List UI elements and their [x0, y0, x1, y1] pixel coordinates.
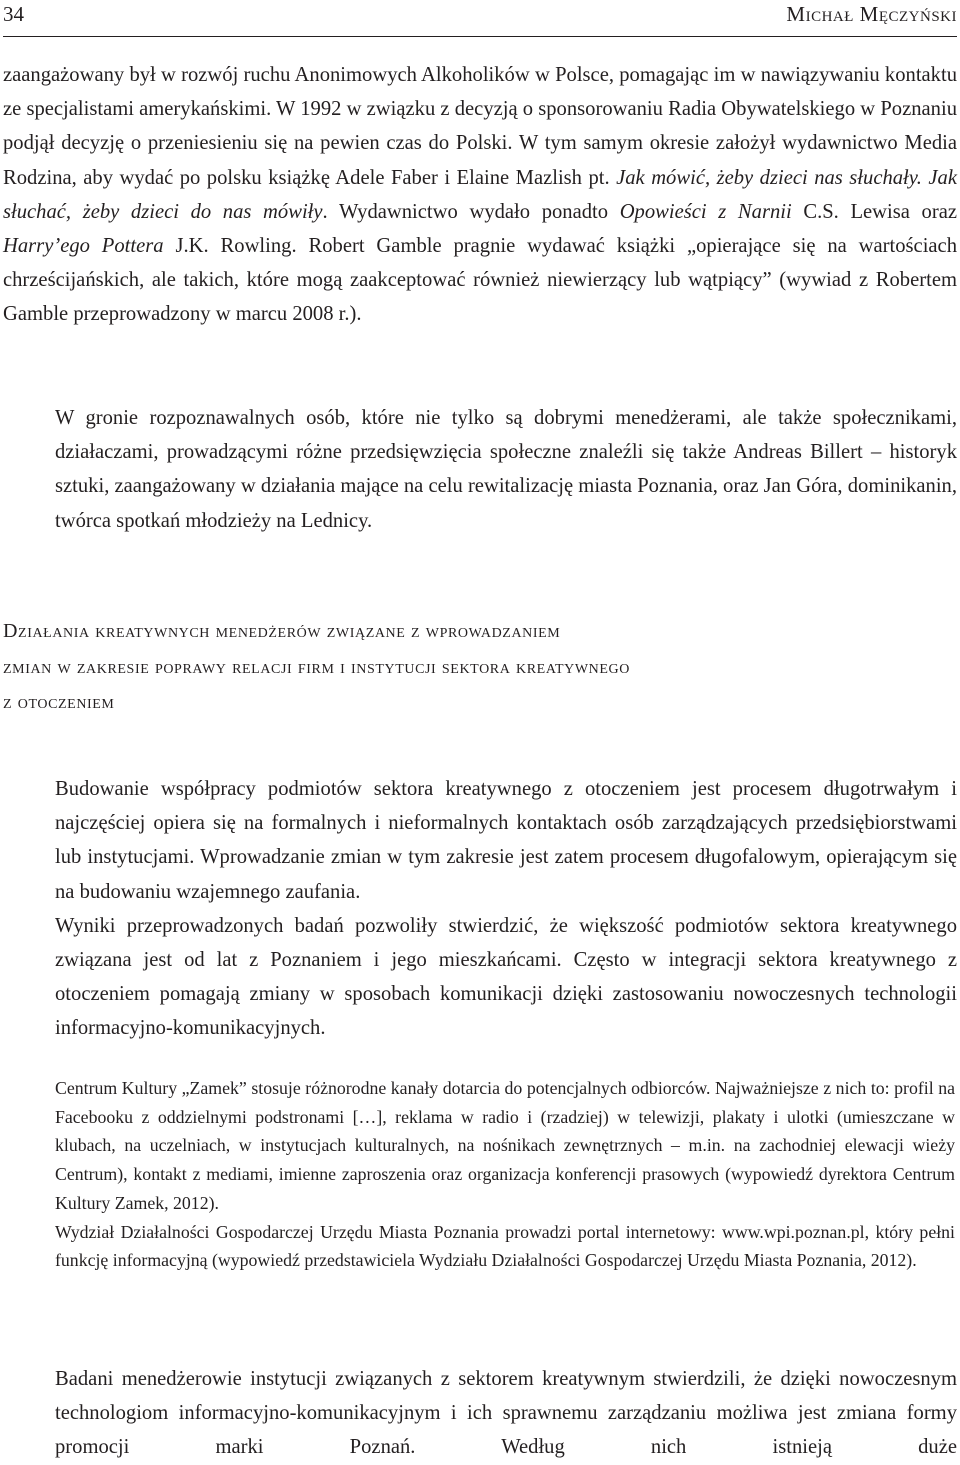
book-title-italic: Opowieści z Narnii: [619, 200, 792, 223]
paragraph-text: C.S. Lewisa oraz: [791, 200, 957, 223]
page-number: 34: [3, 2, 24, 26]
quote-zamek: Centrum Kultury „Zamek” stosuje różnorodne kanały dotarcia do potencjalnych odbiorców. Najważniejsze z nich to: profil na Facebooku z oddzielnymi podstronami […], reklama w radio i (rzadziej) w telewizji, plakaty i ulotki (umieszczane w klubach, na uczelniach, w instytucjach kulturalnych, na nośnikach zewnętrznych – m.in. na zachodniej elewacji wieży Centrum), kontakt z mediami, imienne zaproszenia oraz organizacja konferencji prasowych (wypowiedź dyrektora Centrum Kultury Zamek, 2012).: [55, 1078, 955, 1213]
section-heading-line: zmian w zakresie poprawy relacji firm i instytucji sektora kreatywnego: [3, 655, 630, 678]
paragraph-text: zaangażowany był w rozwój ruchu Anonimowych Alkoholików w Polsce, pomagając im w nawiązywaniu kontaktu ze specjalistami amerykańskimi. W 1992 w związku z decyzją o sponsorowaniu Radia Obywatelskiego w Poznaniu podjął decyzję o przeniesieniu się na pewien czas do Polski. W tym samym okresie założył wydawnictwo Media Rodzina, aby wydać po polsku książkę Adele Faber i Elaine Mazlish pt.: [3, 64, 957, 189]
quote-wydzial: Wydział Działalności Gospodarczej Urzędu Miasta Poznania prowadzi portal internetowy: www.wpi.poznan.pl, który pełni funkcję informacyjną (wypowiedź przedstawiciela Wydziału Działalności Gospodarczej Urzędu Miasta Poznania, 2012).: [55, 1221, 955, 1271]
section-heading-line: z otoczeniem: [3, 691, 115, 713]
paragraph-text: . Wydawnictwo wydało ponadto: [322, 200, 620, 223]
paragraph-known-persons: [3, 401, 957, 538]
paragraph-text: Badani menedżerowie instytucji związanych z sektorem kreatywnym stwierdzili, że dzięki nowoczesnym technologiom informacyjno-komunikacyjnym i ich sprawnemu zarządzaniu możliwa jest zmiana formy promocji marki Poznań. Według nich istnieją duże: [55, 1368, 957, 1459]
paragraph-text: J.K. Rowling. Robert Gamble pragnie wydawać książki „opierające się na wartościach chrześcijańskich, ale takich, które mogą zaakceptować również niewierzący lub wątpiący” (wywiad z Robertem Gamble przeprowadzony w marcu 2008 r.).: [3, 235, 957, 326]
book-title-italic: Harry’ego Pottera: [3, 235, 164, 258]
section-heading: [3, 614, 957, 721]
paragraph-text: Wyniki przeprowadzonych badań pozwoliły stwierdzić, że większość podmiotów sektora kreatywnego związana jest od lat z Poznaniem i jego mieszkańcami. Często w integracji sektora kreatywnego z otoczeniem pomagają zmiany w sposobach komunikacji dzięki zastosowaniu nowoczesnych technologii informacyjno-komunikacyjnych.: [55, 914, 957, 1040]
paragraph-text: Budowanie współpracy podmiotów sektora kreatywnego z otoczeniem jest procesem długotrwałym i najczęściej opiera się na formalnych i nieformalnych kontaktach osób zarządzających przedsiębiorstwami lub instytucjami. Wprowadzanie zmian w tym zakresie jest zatem procesem długofalowym, opierającym się na budowaniu wzajemnego zaufania.: [55, 778, 957, 903]
block-quote: [55, 1074, 955, 1275]
page-header: [3, 0, 957, 37]
paragraph-managers: [3, 1362, 957, 1465]
section-heading-line: Działania kreatywnych menedżerów związane z wprowadzaniem: [3, 620, 561, 642]
paragraph-cooperation: [3, 772, 957, 1046]
book-title-italic: Jak mówić, żeby dzieci nas słuchały. Jak słuchać, żeby dzieci do nas mówiły: [3, 166, 957, 223]
paragraph-text: W gronie rozpoznawalnych osób, które nie tylko są dobrymi menedżerami, ale także społecznikami, działaczami, prowadzącymi różne przedsięwzięcia społeczne znaleźli się także Andreas Billert – historyk sztuki, zaangażowany w działania mające na celu rewitalizację miasta Poznania, oraz Jan Góra, dominikanin, twórca spotkań młodzieży na Lednicy.: [55, 407, 957, 532]
running-head-author: Michał Męczyński: [786, 2, 957, 26]
paragraph-gamble: [3, 58, 957, 332]
